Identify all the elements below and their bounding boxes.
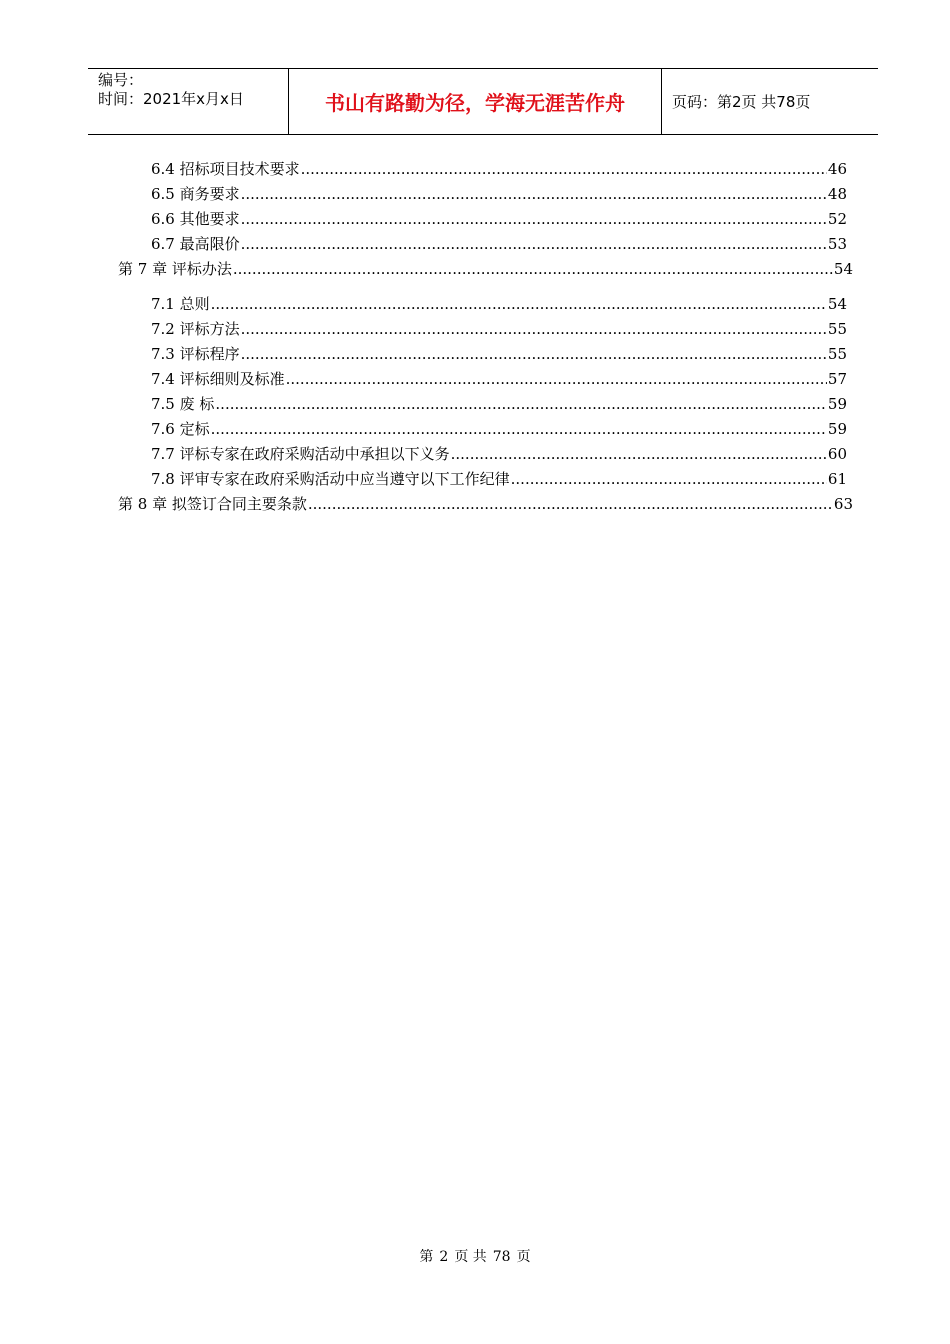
toc-entry[interactable] bbox=[151, 183, 847, 205]
toc-entry-page: 55 bbox=[827, 345, 847, 363]
header-page-info: 页码：第2页 共78页 bbox=[672, 93, 811, 111]
toc-entry[interactable] bbox=[151, 318, 847, 340]
toc-dot-leader bbox=[241, 235, 827, 253]
toc-entry-label: 7.6 定标 bbox=[151, 420, 210, 438]
toc-entry-label: 6.6 其他要求 bbox=[151, 210, 240, 228]
toc-dot-leader bbox=[241, 210, 827, 228]
footer-prefix: 第 bbox=[419, 1249, 434, 1265]
toc-entry-label: 6.4 招标项目技术要求 bbox=[151, 160, 300, 178]
toc-entry-label: 7.1 总则 bbox=[151, 295, 210, 313]
footer-total: 78 bbox=[492, 1249, 511, 1265]
toc-entry-page: 57 bbox=[827, 370, 847, 388]
toc-entry[interactable] bbox=[151, 293, 847, 315]
toc-entry-label: 7.5 废 标 bbox=[151, 395, 215, 413]
toc-dot-leader bbox=[451, 445, 827, 463]
number-label: 编号： bbox=[98, 71, 144, 89]
toc-entry-page: 48 bbox=[827, 185, 847, 203]
toc-entry-page: 59 bbox=[827, 420, 847, 438]
page-footer bbox=[0, 1246, 950, 1266]
toc-entry-label: 6.7 最高限价 bbox=[151, 235, 240, 253]
toc-entry-label: 第 7 章 评标办法 bbox=[118, 260, 232, 278]
toc-entry[interactable] bbox=[151, 443, 847, 465]
toc-dot-leader bbox=[511, 470, 827, 488]
toc-entry[interactable] bbox=[151, 368, 847, 390]
toc-dot-leader bbox=[241, 345, 827, 363]
toc-entry[interactable] bbox=[151, 208, 847, 230]
toc-entry-label: 7.7 评标专家在政府采购活动中承担以下义务 bbox=[151, 445, 450, 463]
toc-entry[interactable] bbox=[118, 258, 853, 280]
toc-entry-page: 59 bbox=[827, 395, 847, 413]
toc-dot-leader bbox=[301, 160, 827, 178]
toc-entry-page: 63 bbox=[833, 495, 853, 513]
toc-entry-page: 61 bbox=[827, 470, 847, 488]
toc-dot-leader bbox=[308, 495, 833, 513]
toc-entry-page: 52 bbox=[827, 210, 847, 228]
toc-dot-leader bbox=[215, 395, 827, 413]
toc-dot-leader bbox=[211, 295, 827, 313]
toc-entry[interactable] bbox=[151, 343, 847, 365]
footer-suffix: 页 bbox=[516, 1249, 531, 1265]
toc-entry-label: 7.4 评标细则及标准 bbox=[151, 370, 285, 388]
toc-entry-page: 60 bbox=[827, 445, 847, 463]
toc-dot-leader bbox=[241, 185, 827, 203]
toc-dot-leader bbox=[241, 320, 827, 338]
toc-entry[interactable] bbox=[151, 233, 847, 255]
toc-dot-leader bbox=[211, 420, 827, 438]
toc-entry-page: 55 bbox=[827, 320, 847, 338]
toc-entry[interactable] bbox=[151, 393, 847, 415]
toc-entry[interactable] bbox=[151, 468, 847, 490]
toc-entry[interactable] bbox=[151, 418, 847, 440]
toc-entry[interactable] bbox=[118, 493, 853, 515]
toc-entry-page: 53 bbox=[827, 235, 847, 253]
toc-entry-label: 7.8 评审专家在政府采购活动中应当遵守以下工作纪律 bbox=[151, 470, 510, 488]
time-label: 时间：2021年x月x日 bbox=[98, 90, 244, 108]
toc-entry-page: 54 bbox=[827, 295, 847, 313]
toc-entry-page: 54 bbox=[833, 260, 853, 278]
toc-entry-label: 6.5 商务要求 bbox=[151, 185, 240, 203]
toc-entry-label: 7.2 评标方法 bbox=[151, 320, 240, 338]
toc-entry[interactable] bbox=[151, 158, 847, 180]
toc-entry-label: 第 8 章 拟签订合同主要条款 bbox=[118, 495, 307, 513]
header-meta bbox=[88, 69, 289, 134]
toc-dot-leader bbox=[233, 260, 833, 278]
toc-dot-leader bbox=[286, 370, 827, 388]
footer-page: 2 bbox=[439, 1249, 449, 1265]
header-motto: 书山有路勤为径，学海无涯苦作舟 bbox=[289, 69, 662, 134]
toc-entry-label: 7.3 评标程序 bbox=[151, 345, 240, 363]
page-header bbox=[88, 68, 878, 135]
footer-middle: 页 共 bbox=[454, 1249, 487, 1265]
toc-entry-page: 46 bbox=[827, 160, 847, 178]
